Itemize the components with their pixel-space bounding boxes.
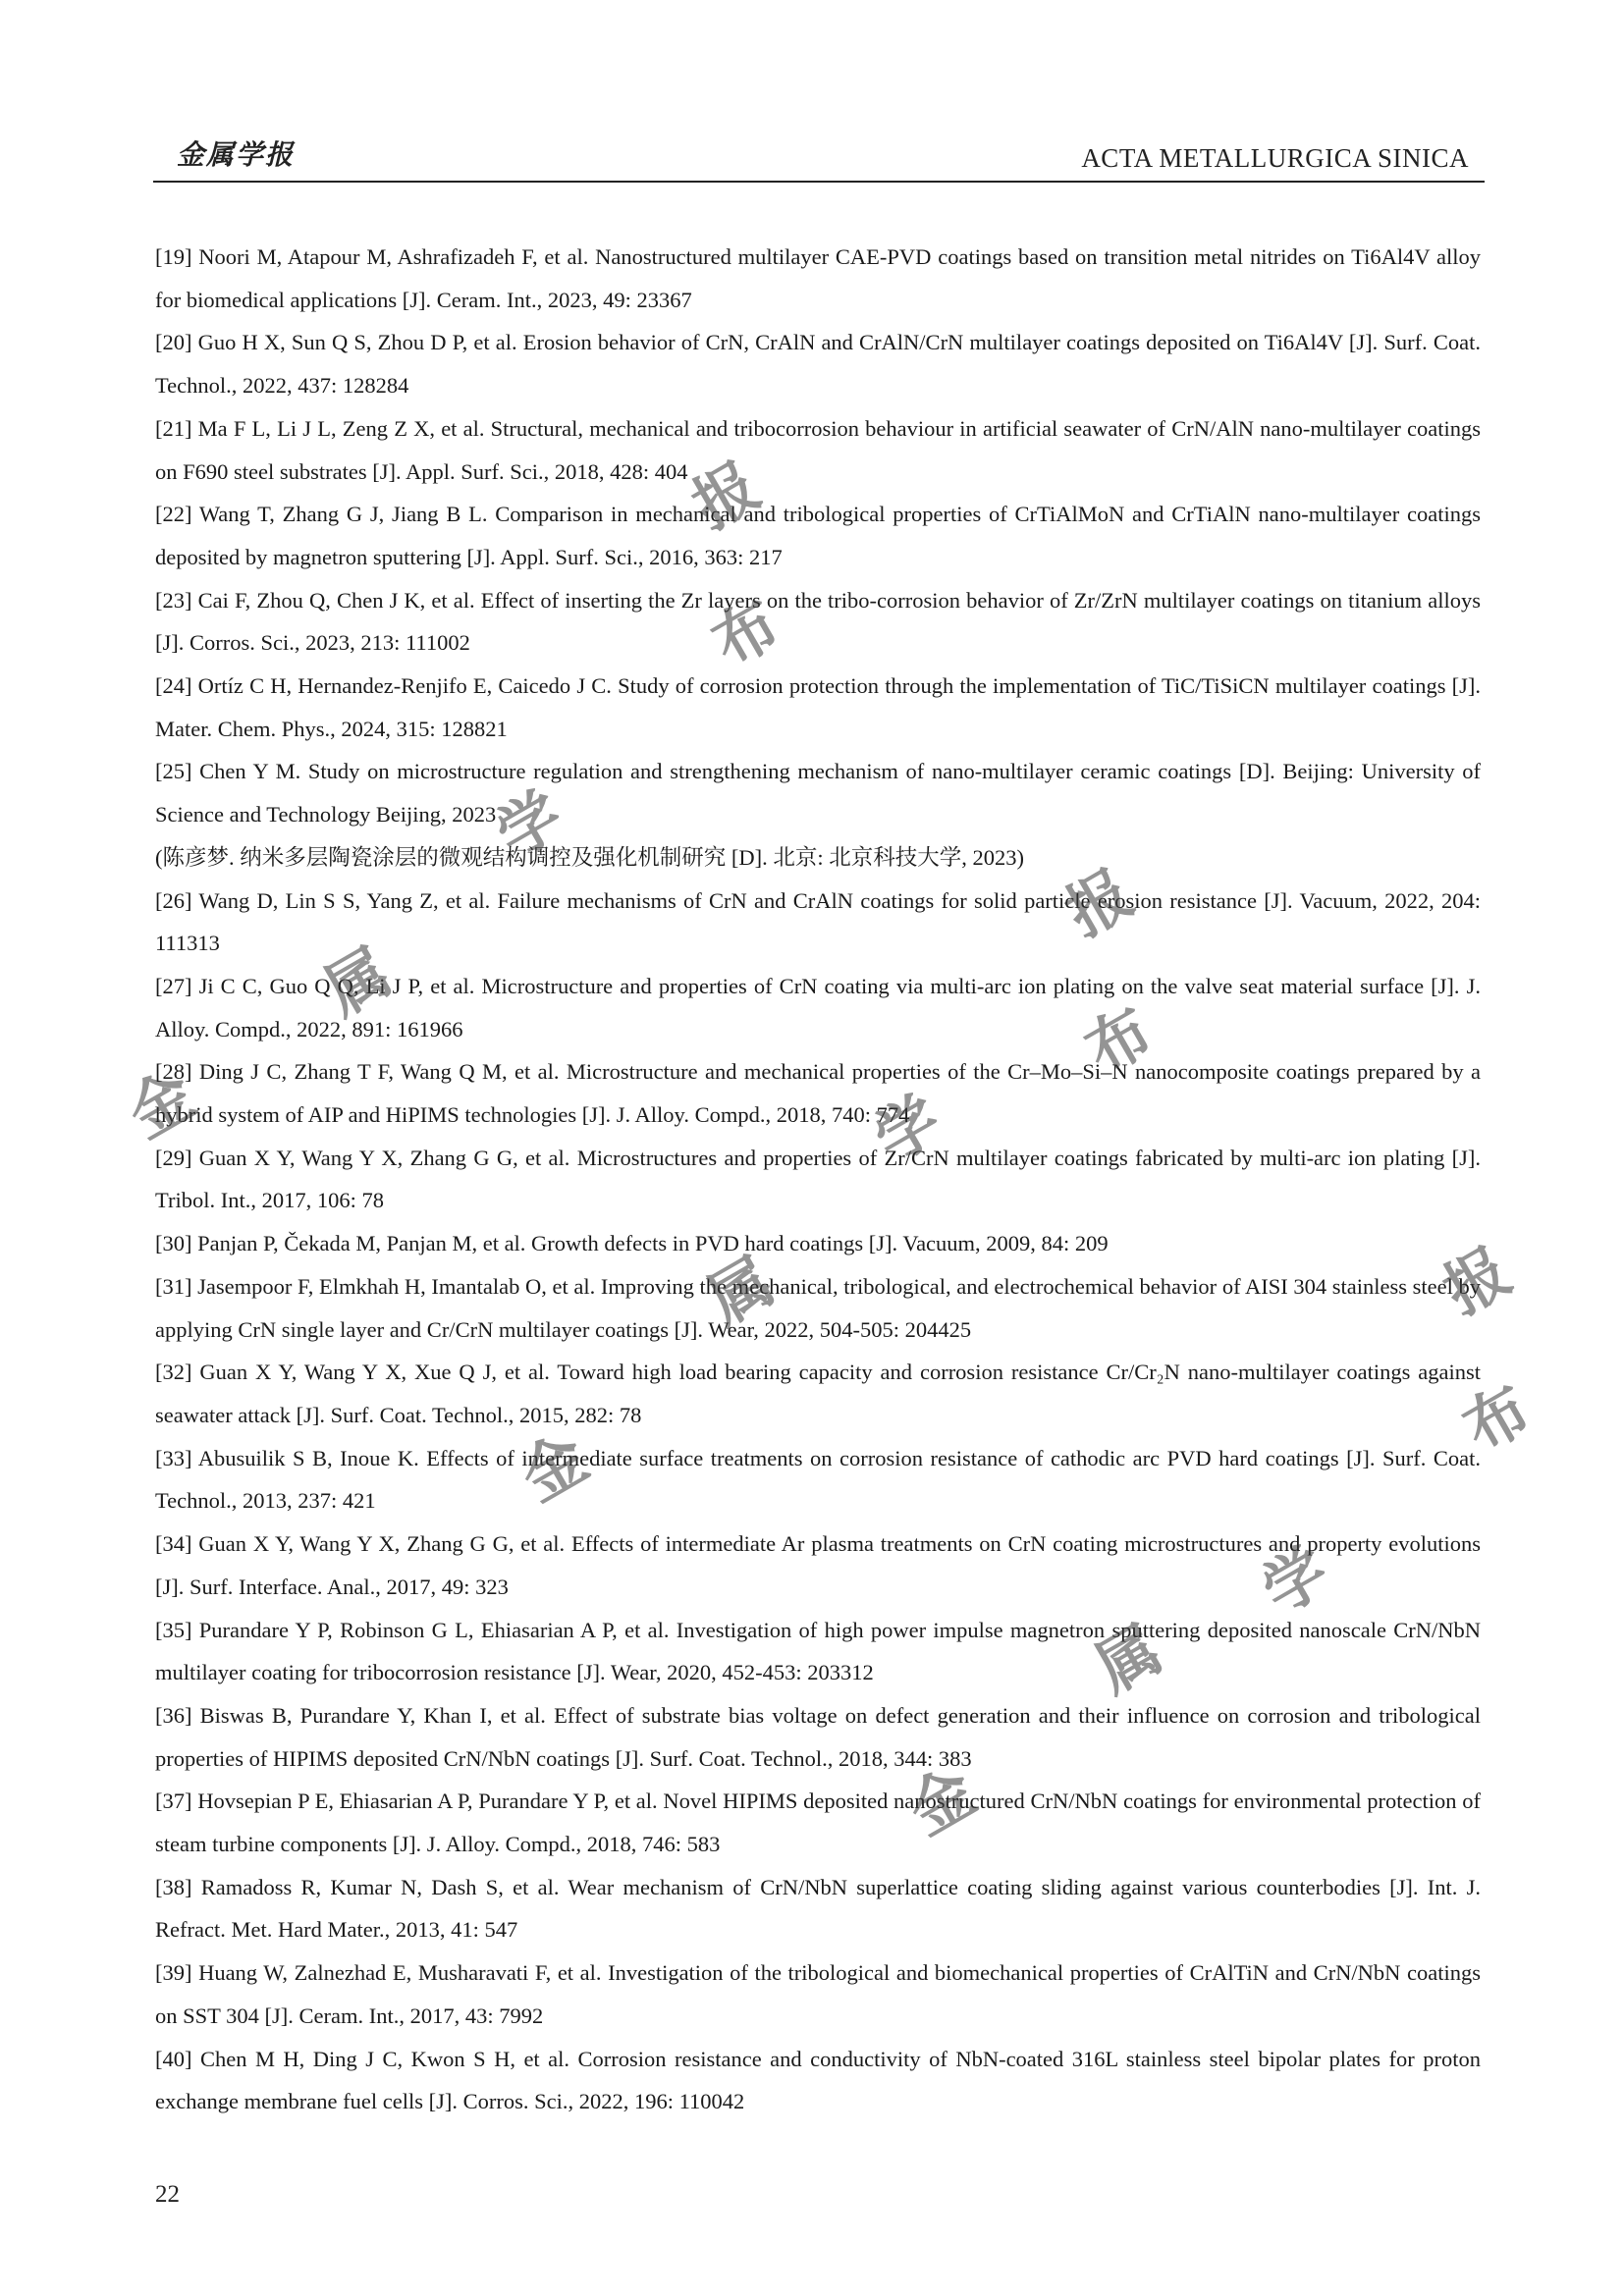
reference-item: [40] Chen M H, Ding J C, Kwon S H, et al. Corrosion resistance and conductivity of NbN-coated 316L stainless steel bipolar plates for proton exchange membrane fuel cells [J]. Corros. Sci., 2022, 196: 110042	[155, 2046, 1481, 2114]
reference-item: [31] Jasempoor F, Elmkhah H, Imantalab O, et al. Improving the mechanical, tribological, and electrochemical behavior of AISI 304 stainless steel by applying CrN single layer and Cr/CrN multilayer coatings [J]. Wear, 2022, 504-505: 204425	[155, 1273, 1481, 1342]
reference-item: [19] Noori M, Atapour M, Ashrafizadeh F, et al. Nanostructured multilayer CAE-PVD coatings based on transition metal nitrides on Ti6Al4V alloy for biomedical applications [J]. Ceram. Int., 2023, 49: 23367	[155, 244, 1481, 312]
reference-item: [32] Guan X Y, Wang Y X, Xue Q J, et al. Toward high load bearing capacity and corrosion resistance Cr/Cr₂N nano-multilayer coatings against seawater attack [J]. Surf. Coat. Technol., 2015, 282: 78	[155, 1360, 1481, 1427]
watermark-char: 学	[862, 1083, 954, 1178]
watermark-char: 金	[509, 1421, 601, 1517]
reference-item: [37] Hovsepian P E, Ehiasarian A P, Purandare Y P, et al. Novel HIPIMS deposited nanostructured CrN/NbN coatings for environmental protection of steam turbine components [J]. J. Alloy. Compd., 2018, 746: 583	[155, 1789, 1481, 1857]
watermark-char: 布	[700, 587, 792, 682]
journal-name-en: ACTA METALLURGICA SINICA	[1081, 143, 1469, 173]
reference-item: [22] Wang T, Zhang G J, Jiang B L. Comparison in mechanical and tribological properties of CrTiAlMoN and CrTiAlN nano-multilayer coatings deposited by magnetron sputtering [J]. Appl. Surf. Sci., 2016, 363: 217	[155, 502, 1481, 569]
reference-item: [24] Ortíz C H, Hernandez-Renjifo E, Caicedo J C. Study of corrosion protection through the implementation of TiC/TiSiCN multilayer coatings [J]. Mater. Chem. Phys., 2024, 315: 128821	[155, 673, 1481, 741]
reference-item: [27] Ji C C, Guo Q Q, Li J P, et al. Microstructure and properties of CrN coating via multi-arc ion plating on the valve seat material surface [J]. J. Alloy. Compd., 2022, 891: 161966	[155, 973, 1481, 1041]
reference-item: [25] Chen Y M. Study on microstructure regulation and strengthening mechanism of nano-multilayer ceramic coatings [D]. Beijing: University of Science and Technology Beijing, 2023	[155, 759, 1481, 828]
watermark-char: 金	[116, 1058, 208, 1153]
reference-item: [29] Guan X Y, Wang Y X, Zhang G G, et al. Microstructures and properties of Zr/CrN multilayer coatings fabricated by multi-arc ion plating [J]. Tribol. Int., 2017, 106: 78	[155, 1145, 1481, 1213]
watermark-char: 金	[896, 1755, 989, 1850]
reference-item: [35] Purandare Y P, Robinson G L, Ehiasarian A P, et al. Investigation of high power impulse magnetron sputtering deposited nanoscale CrN/NbN multilayer coating for tribocorrosion resistance [J]. Wear, 2020, 452-453: 203312	[155, 1617, 1481, 1685]
reference-item-cn: (陈彦梦. 纳米多层陶瓷涂层的微观结构调控及强化机制研究 [D]. 北京: 北京科技大学, 2023)	[155, 844, 1024, 870]
watermark-char: 布	[1073, 994, 1165, 1090]
reference-item: [38] Ramadoss R, Kumar N, Dash S, et al. Wear mechanism of CrN/NbN superlattice coating sliding against various counterbodies [J]. Int. J. Refract. Met. Hard Mater., 2013, 41: 547	[155, 1874, 1481, 1943]
watermark-char: 布	[1451, 1372, 1543, 1468]
reference-item: [21] Ma F L, Li J L, Zeng Z X, et al. Structural, mechanical and tribocorrosion behaviour in artificial seawater of CrN/AlN nano-multilayer coatings on F690 steel substrates [J]. Appl. Surf. Sci., 2018, 428: 404	[155, 415, 1481, 484]
watermark-char: 报	[680, 450, 773, 545]
watermark-char: 学	[484, 778, 576, 874]
reference-item: [30] Panjan P, Čekada M, Panjan M, et al. Growth defects in PVD hard coatings [J]. Vacuum, 2009, 84: 209	[155, 1231, 1109, 1256]
page-number: 22	[155, 2181, 180, 2208]
reference-item: [33] Abusuilik S B, Inoue K. Effects of intermediate surface treatments on corrosion resistance of cathodic arc PVD hard coatings [J]. Surf. Coat. Technol., 2013, 237: 421	[155, 1445, 1481, 1514]
reference-item: [26] Wang D, Lin S S, Yang Z, et al. Failure mechanisms of CrN and CrAlN coatings for solid particle erosion resistance [J]. Vacuum, 2022, 204: 111313	[155, 887, 1481, 956]
reference-item: [23] Cai F, Zhou Q, Chen J K, et al. Effect of inserting the Zr layers on the tribo-corrosion behavior of Zr/ZrN multilayer coatings on titanium alloys [J]. Corros. Sci., 2023, 213: 111002	[155, 587, 1481, 656]
watermark-char: 属	[312, 935, 405, 1031]
reference-item: [20] Guo H X, Sun Q S, Zhou D P, et al. Erosion behavior of CrN, CrAlN and CrAlN/CrN multilayer coatings deposited on Ti6Al4V [J]. Surf. Coat. Technol., 2022, 437: 128284	[155, 330, 1481, 399]
watermark-char: 报	[1432, 1235, 1524, 1330]
watermark-char: 学	[1250, 1534, 1342, 1629]
watermark-char: 属	[695, 1245, 787, 1340]
reference-list	[155, 236, 1481, 2123]
watermark-char: 报	[1054, 857, 1146, 952]
watermark-char: 属	[1083, 1613, 1175, 1708]
reference-item: [28] Ding J C, Zhang T F, Wang Q M, et al. Microstructure and mechanical properties of the Cr–Mo–Si–N nanocomposite coatings prepared by a hybrid system of AIP and HiPIMS technologies [J]. J. Alloy. Compd., 2018, 740: 774	[155, 1059, 1481, 1128]
reference-item: [39] Huang W, Zalnezhad E, Musharavati F, et al. Investigation of the tribological and biomechanical properties of CrAlTiN and CrN/NbN coatings on SST 304 [J]. Ceram. Int., 2017, 43: 7992	[155, 1960, 1481, 2028]
reference-item: [34] Guan X Y, Wang Y X, Zhang G G, et al. Effects of intermediate Ar plasma treatments on CrN coating microstructures and property evolutions [J]. Surf. Interface. Anal., 2017, 49: 323	[155, 1531, 1481, 1599]
reference-item: [36] Biswas B, Purandare Y, Khan I, et al. Effect of substrate bias voltage on defect generation and their influence on corrosion and tribological properties of HIPIMS deposited CrN/NbN coatings [J]. Surf. Coat. Technol., 2018, 344: 383	[155, 1702, 1481, 1771]
journal-name-cn: 金属学报	[177, 138, 296, 171]
page-header	[153, 130, 1485, 183]
